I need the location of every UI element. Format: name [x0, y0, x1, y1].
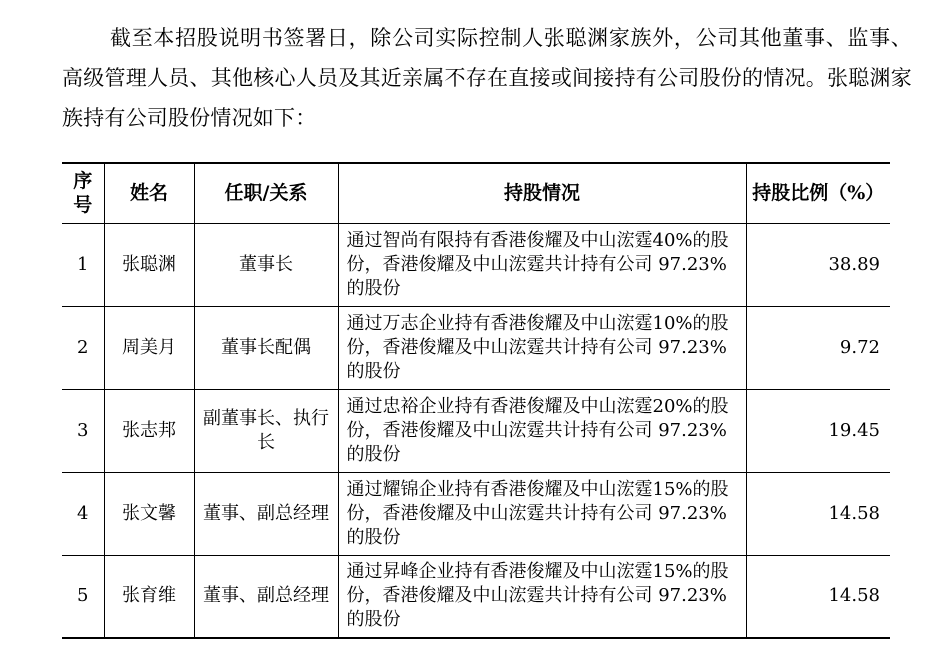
- row-ratio: 19.45: [746, 389, 890, 472]
- row-holding: 通过耀锦企业持有香港俊耀及中山浤霆15%的股份，香港俊耀及中山浤霆共计持有公司 97.23%的股份: [338, 472, 746, 555]
- row-holding: 通过忠裕企业持有香港俊耀及中山浤霆20%的股份，香港俊耀及中山浤霆共计持有公司 97.23%的股份: [338, 389, 746, 472]
- row-no: 2: [62, 306, 104, 389]
- row-name: 张志邦: [104, 389, 194, 472]
- row-role: 副董事长、执行长: [194, 389, 338, 472]
- row-name: 周美月: [104, 306, 194, 389]
- row-no: 5: [62, 555, 104, 638]
- table-row: [62, 555, 890, 638]
- row-holding: 通过万志企业持有香港俊耀及中山浤霆10%的股份，香港俊耀及中山浤霆共计持有公司 97.23%的股份: [338, 306, 746, 389]
- row-no: 1: [62, 223, 104, 306]
- header-role: 任职/关系: [194, 163, 338, 223]
- row-ratio: 14.58: [746, 472, 890, 555]
- table-row: [62, 472, 890, 555]
- row-role: 董事长: [194, 223, 338, 306]
- header-ratio: 持股比例（%）: [746, 163, 890, 223]
- table-row: [62, 389, 890, 472]
- header-holding: 持股情况: [338, 163, 746, 223]
- row-holding: 通过昇峰企业持有香港俊耀及中山浤霆15%的股份，香港俊耀及中山浤霆共计持有公司 97.23%的股份: [338, 555, 746, 638]
- row-name: 张育维: [104, 555, 194, 638]
- row-holding: 通过智尚有限持有香港俊耀及中山浤霆40%的股份，香港俊耀及中山浤霆共计持有公司 97.23%的股份: [338, 223, 746, 306]
- row-name: 张文馨: [104, 472, 194, 555]
- row-no: 4: [62, 472, 104, 555]
- header-no: 序号: [62, 163, 104, 223]
- row-no: 3: [62, 389, 104, 472]
- row-role: 董事、副总经理: [194, 555, 338, 638]
- row-name: 张聪渊: [104, 223, 194, 306]
- table-header-row: [62, 163, 890, 223]
- row-role: 董事长配偶: [194, 306, 338, 389]
- table-row: [62, 306, 890, 389]
- header-name: 姓名: [104, 163, 194, 223]
- table-row: [62, 223, 890, 306]
- shareholding-table: [62, 162, 890, 639]
- row-ratio: 38.89: [746, 223, 890, 306]
- row-ratio: 9.72: [746, 306, 890, 389]
- row-role: 董事、副总经理: [194, 472, 338, 555]
- intro-paragraph: 截至本招股说明书签署日，除公司实际控制人张聪渊家族外，公司其他董事、监事、高级管理人员、其他核心人员及其近亲属不存在直接或间接持有公司股份的情况。张聪渊家族持有公司股份情况如下：: [62, 26, 912, 130]
- row-ratio: 14.58: [746, 555, 890, 638]
